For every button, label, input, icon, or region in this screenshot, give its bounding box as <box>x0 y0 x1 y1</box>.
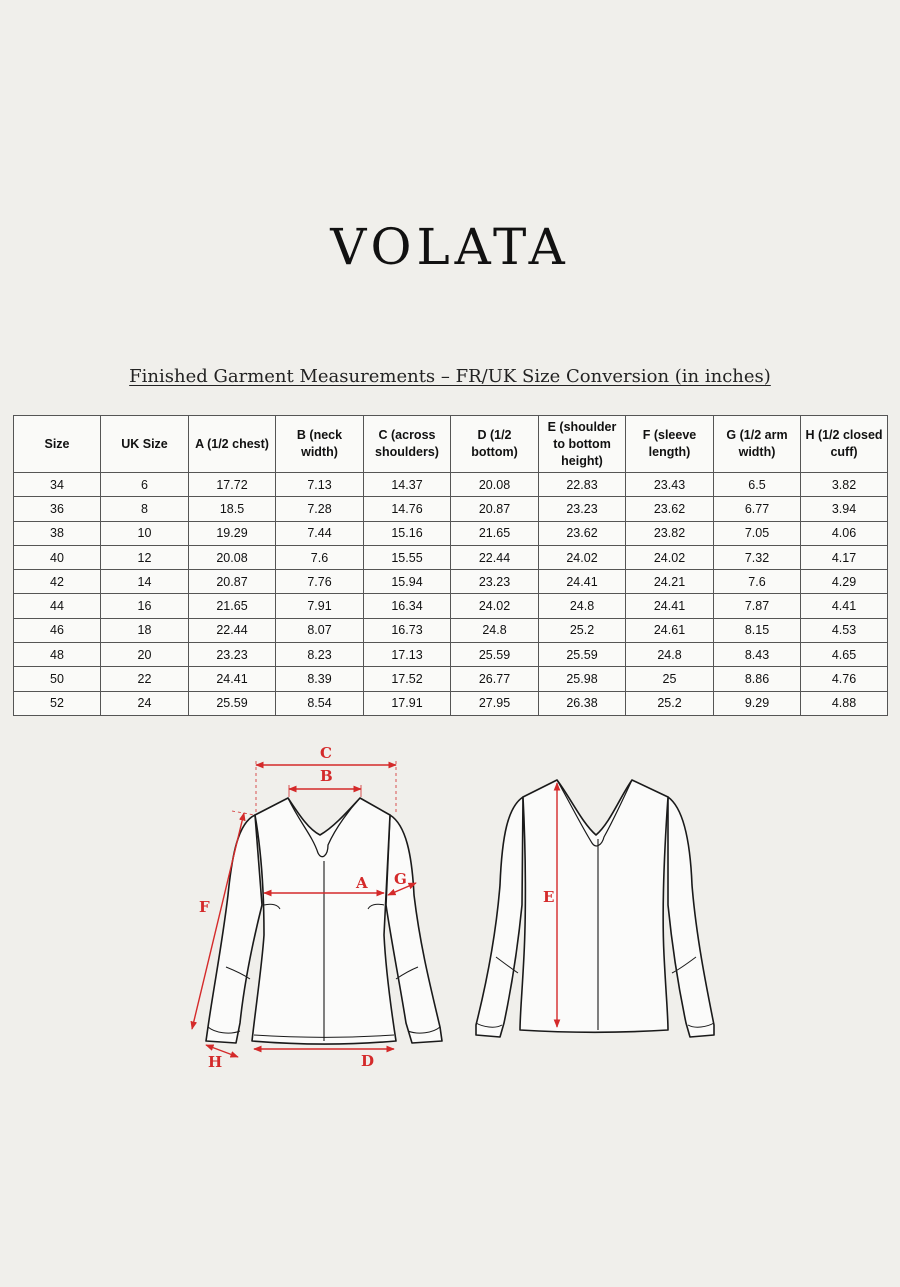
table-cell: 24.02 <box>626 545 714 569</box>
table-cell: 15.55 <box>364 545 451 569</box>
table-cell: 24.41 <box>539 570 626 594</box>
table-cell: 48 <box>14 643 101 667</box>
table-cell: 23.23 <box>539 497 626 521</box>
header-cell: A (1/2 chest) <box>189 416 276 473</box>
table-cell: 25.59 <box>539 643 626 667</box>
table-cell: 24.8 <box>451 618 539 642</box>
table-cell: 4.65 <box>801 643 888 667</box>
table-cell: 21.65 <box>451 521 539 545</box>
label-f: F <box>199 898 210 916</box>
table-cell: 24.21 <box>626 570 714 594</box>
label-a: A <box>356 874 368 892</box>
table-row <box>14 521 888 545</box>
table-cell: 42 <box>14 570 101 594</box>
table-cell: 20 <box>101 643 189 667</box>
table-cell: 52 <box>14 691 101 715</box>
table-cell: 4.76 <box>801 667 888 691</box>
table-cell: 3.94 <box>801 497 888 521</box>
table-cell: 7.28 <box>276 497 364 521</box>
table-cell: 17.52 <box>364 667 451 691</box>
table-cell: 4.41 <box>801 594 888 618</box>
table-cell: 17.72 <box>189 473 276 497</box>
table-cell: 16.34 <box>364 594 451 618</box>
table-cell: 23.82 <box>626 521 714 545</box>
table-cell: 23.43 <box>626 473 714 497</box>
table-cell: 25.59 <box>451 643 539 667</box>
table-cell: 4.88 <box>801 691 888 715</box>
table-cell: 4.53 <box>801 618 888 642</box>
table-cell: 20.87 <box>189 570 276 594</box>
table-cell: 8.43 <box>714 643 801 667</box>
table-cell: 38 <box>14 521 101 545</box>
table-cell: 40 <box>14 545 101 569</box>
table-cell: 7.44 <box>276 521 364 545</box>
back-garment-drawing <box>476 780 714 1037</box>
table-cell: 25.98 <box>539 667 626 691</box>
table-row <box>14 643 888 667</box>
table-row <box>14 618 888 642</box>
label-c: C <box>320 744 332 762</box>
header-cell: G (1/2 arm width) <box>714 416 801 473</box>
table-cell: 23.62 <box>539 521 626 545</box>
table-cell: 20.87 <box>451 497 539 521</box>
table-cell: 7.91 <box>276 594 364 618</box>
header-cell: Size <box>14 416 101 473</box>
label-d: D <box>361 1052 375 1070</box>
garment-diagram <box>0 735 900 1075</box>
table-cell: 27.95 <box>451 691 539 715</box>
table-cell: 4.06 <box>801 521 888 545</box>
table-cell: 17.13 <box>364 643 451 667</box>
table-row <box>14 545 888 569</box>
table-row <box>14 497 888 521</box>
table-row <box>14 570 888 594</box>
table-cell: 6.5 <box>714 473 801 497</box>
header-cell: D (1/2 bottom) <box>451 416 539 473</box>
table-cell: 16 <box>101 594 189 618</box>
table-cell: 26.77 <box>451 667 539 691</box>
table-cell: 19.29 <box>189 521 276 545</box>
table-cell: 44 <box>14 594 101 618</box>
table-cell: 8.39 <box>276 667 364 691</box>
table-cell: 7.87 <box>714 594 801 618</box>
table-cell: 24.8 <box>539 594 626 618</box>
table-cell: 6 <box>101 473 189 497</box>
table-cell: 20.08 <box>451 473 539 497</box>
table-cell: 4.29 <box>801 570 888 594</box>
table-cell: 17.91 <box>364 691 451 715</box>
label-e: E <box>543 888 555 906</box>
table-cell: 14.37 <box>364 473 451 497</box>
page-title: Finished Garment Measurements – FR/UK Size Conversion (in inches) <box>129 366 771 387</box>
table-cell: 15.94 <box>364 570 451 594</box>
table-cell: 12 <box>101 545 189 569</box>
table-cell: 25.2 <box>626 691 714 715</box>
table-cell: 7.76 <box>276 570 364 594</box>
front-garment-drawing <box>206 798 442 1044</box>
table-cell: 25.2 <box>539 618 626 642</box>
table-cell: 24.61 <box>626 618 714 642</box>
table-cell: 7.6 <box>714 570 801 594</box>
table-cell: 14 <box>101 570 189 594</box>
table-cell: 8.15 <box>714 618 801 642</box>
table-cell: 26.38 <box>539 691 626 715</box>
table-cell: 50 <box>14 667 101 691</box>
table-cell: 23.62 <box>626 497 714 521</box>
table-cell: 8.23 <box>276 643 364 667</box>
table-cell: 23.23 <box>451 570 539 594</box>
header-cell: UK Size <box>101 416 189 473</box>
table-cell: 24.02 <box>451 594 539 618</box>
table-row <box>14 473 888 497</box>
label-b: B <box>320 767 333 785</box>
brand-logo: VOLATA <box>330 218 570 276</box>
table-cell: 21.65 <box>189 594 276 618</box>
table-cell: 23.23 <box>189 643 276 667</box>
table-cell: 22.83 <box>539 473 626 497</box>
size-chart-table <box>13 415 888 716</box>
table-cell: 22.44 <box>451 545 539 569</box>
table-cell: 25 <box>626 667 714 691</box>
header-cell: E (shoulder to bottom height) <box>539 416 626 473</box>
table-cell: 46 <box>14 618 101 642</box>
table-cell: 36 <box>14 497 101 521</box>
table-cell: 18.5 <box>189 497 276 521</box>
table-cell: 3.82 <box>801 473 888 497</box>
label-g: G <box>394 870 407 888</box>
table-row <box>14 667 888 691</box>
table-cell: 34 <box>14 473 101 497</box>
table-cell: 24.41 <box>189 667 276 691</box>
table-cell: 24.41 <box>626 594 714 618</box>
table-cell: 4.17 <box>801 545 888 569</box>
table-cell: 24 <box>101 691 189 715</box>
table-cell: 9.29 <box>714 691 801 715</box>
table-cell: 22 <box>101 667 189 691</box>
table-cell: 18 <box>101 618 189 642</box>
table-cell: 8.86 <box>714 667 801 691</box>
table-cell: 8.07 <box>276 618 364 642</box>
label-h: H <box>208 1053 223 1071</box>
table-header-row <box>14 416 888 473</box>
table-cell: 16.73 <box>364 618 451 642</box>
table-cell: 10 <box>101 521 189 545</box>
header-cell: H (1/2 closed cuff) <box>801 416 888 473</box>
table-cell: 7.6 <box>276 545 364 569</box>
table-cell: 8.54 <box>276 691 364 715</box>
table-cell: 22.44 <box>189 618 276 642</box>
table-cell: 7.05 <box>714 521 801 545</box>
table-cell: 7.13 <box>276 473 364 497</box>
table-cell: 24.8 <box>626 643 714 667</box>
table-cell: 15.16 <box>364 521 451 545</box>
table-row <box>14 594 888 618</box>
table-row <box>14 691 888 715</box>
header-cell: B (neck width) <box>276 416 364 473</box>
header-cell: F (sleeve length) <box>626 416 714 473</box>
header-cell: C (across shoulders) <box>364 416 451 473</box>
table-cell: 6.77 <box>714 497 801 521</box>
table-cell: 8 <box>101 497 189 521</box>
table-cell: 20.08 <box>189 545 276 569</box>
table-cell: 24.02 <box>539 545 626 569</box>
table-cell: 7.32 <box>714 545 801 569</box>
table-cell: 14.76 <box>364 497 451 521</box>
table-cell: 25.59 <box>189 691 276 715</box>
